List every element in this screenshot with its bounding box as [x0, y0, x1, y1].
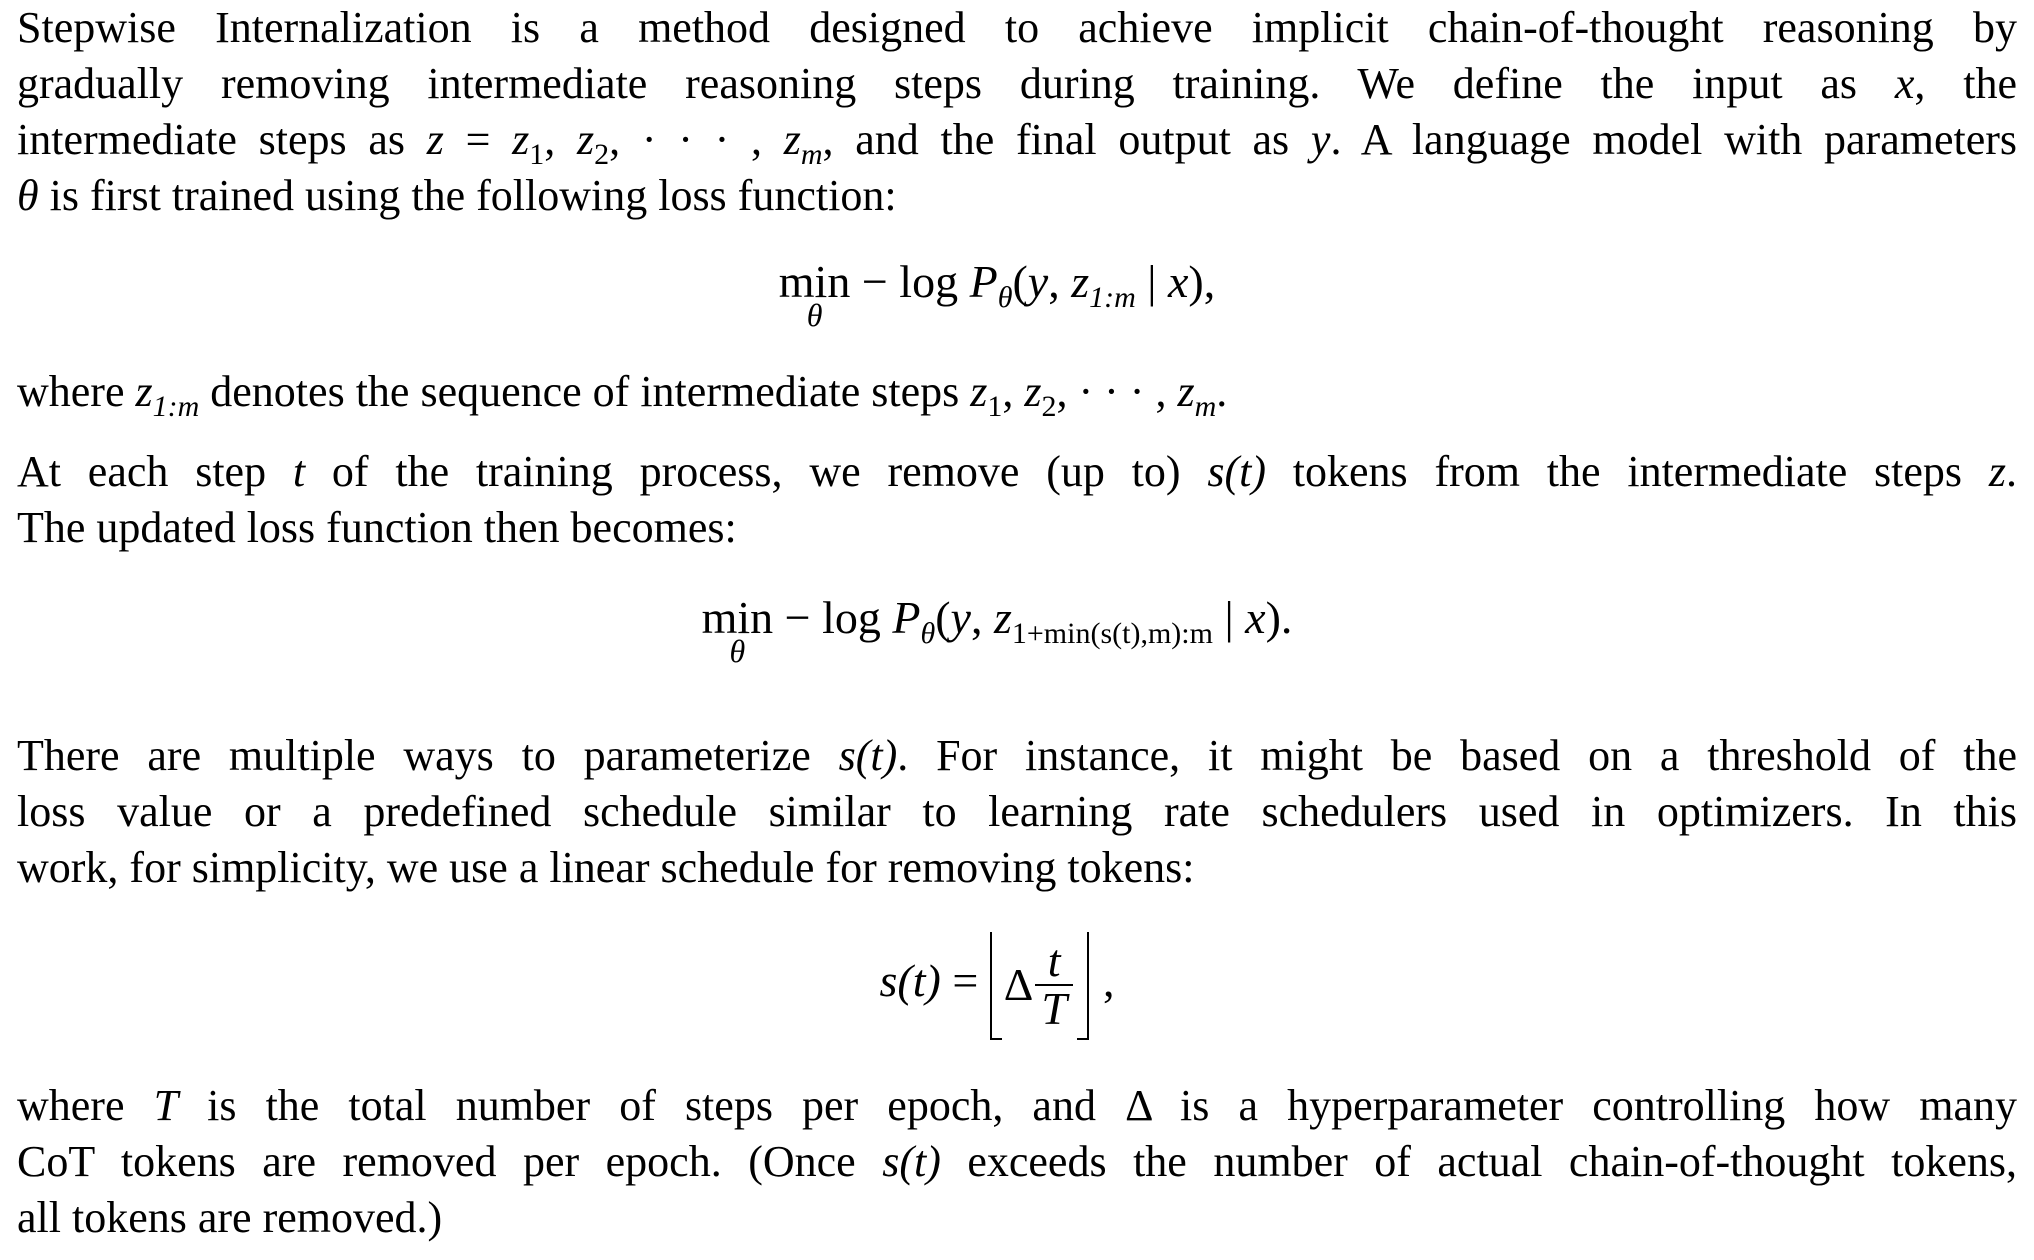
eq3-numerator: t: [1035, 938, 1073, 986]
step-line-1: [17, 444, 2017, 500]
paragraph-where-1: [17, 364, 2017, 423]
subscript-m: m: [1194, 390, 1217, 423]
param-line-3: work, for simplicity, we use a linear schedule for removing tokens:: [17, 843, 1195, 892]
eq3-denominator: T: [1041, 983, 1067, 1035]
var-delta: Δ: [1125, 1081, 1151, 1130]
floor-brackets: [990, 930, 1089, 1040]
param-line-2: loss value or a predefined schedule similar to learning rate schedulers used in optimizers. In this: [17, 787, 2017, 836]
where2-line-1-mid: is the total number of steps per epoch, and: [178, 1081, 1126, 1130]
step-line-1-end: .: [2005, 447, 2017, 496]
eq2-bar: |: [1212, 592, 1246, 643]
equals-sign: =: [443, 115, 513, 164]
equation-1: [17, 254, 2017, 333]
eq2-close: ).: [1265, 592, 1293, 643]
eq1-close: ),: [1188, 256, 1216, 307]
var-T: T: [153, 1081, 179, 1130]
eq1-open-paren: (: [1012, 256, 1028, 307]
eq3-delta: Δ: [1003, 959, 1034, 1011]
subscript-1: 1: [987, 390, 1003, 423]
where2-line-1-start: where: [17, 1081, 154, 1130]
where2-line-2-start: CoT tokens are removed per epoch. (Once: [17, 1137, 883, 1186]
eq3-equals: =: [940, 955, 990, 1006]
var-t: t: [292, 447, 306, 496]
intro-line-3-mid: , and the final output as: [822, 115, 1311, 164]
var-z1: z: [970, 367, 988, 416]
eq1-P-subscript: θ: [997, 281, 1013, 314]
eq3-paren-t: (t): [897, 955, 941, 1006]
where-line-text: denotes the sequence of intermediate steps: [199, 367, 971, 416]
eq2-open-paren: (: [935, 592, 951, 643]
eq1-y: y: [1027, 256, 1049, 307]
eq1-P: P: [969, 256, 998, 307]
eq1-min-subscript: θ: [806, 297, 823, 333]
paragraph-training-step: [17, 444, 2017, 556]
intro-line-3: intermediate steps as $z = z_1$, $z_2$, · · · , $z_m$, and the final output as y. A language model with parameters: [17, 115, 2018, 171]
var-s: s: [1207, 447, 1225, 496]
var-s: s: [838, 731, 856, 780]
var-z1: z: [512, 115, 530, 164]
subscript-2: 2: [1041, 390, 1057, 423]
eq1-x: x: [1167, 256, 1189, 307]
eq2-z-subscript: 1+min(s(t),m):m: [1011, 617, 1213, 650]
param-line-1-end: . For instance, it might be based on a threshold of the: [897, 731, 2017, 780]
eq1-comma: ,: [1048, 256, 1072, 307]
s-argument: (t): [899, 1137, 941, 1186]
eq1-bar: |: [1135, 256, 1168, 307]
where2-line-2: [17, 1134, 2017, 1190]
eq3-fraction: [1035, 935, 1073, 1035]
eq1-min-operator: min θ: [778, 256, 851, 333]
where2-line-3: all tokens are removed.): [17, 1193, 443, 1242]
where-line: where $z_{1:m}$ denotes the sequence of intermediate steps $z_1$, $z_2$, · · · , $z_m$.: [17, 367, 1228, 423]
ellipsis: · · ·: [1078, 367, 1156, 416]
paper-page: [17, 0, 2017, 1260]
var-z2: z: [1024, 367, 1042, 416]
where2-line-2-end: exceeds the number of actual chain-of-thought tokens,: [940, 1137, 2017, 1186]
intro-line-1: Stepwise Internalization is a method designed to achieve implicit chain-of-thought reasoning by: [17, 3, 2017, 52]
paragraph-parameterize: [17, 728, 2017, 896]
s-argument: (t): [855, 731, 898, 780]
eq2-neg-log: − log: [773, 592, 893, 643]
var-s: s: [882, 1137, 900, 1186]
var-zm: z: [783, 115, 801, 164]
eq2-comma: ,: [970, 592, 994, 643]
intro-line-2: [17, 56, 2017, 112]
intro-line-4: [17, 168, 2017, 224]
where2-line-1-end: is a hyperparameter controlling how many: [1150, 1081, 2017, 1130]
s-argument: (t): [1224, 447, 1266, 496]
eq1-z: z: [1071, 256, 1090, 307]
var-z2: z: [577, 115, 595, 164]
eq2-y: y: [950, 592, 971, 643]
intro-line-3-text: intermediate steps as: [17, 115, 427, 164]
param-line-1-start: There are multiple ways to parameterize: [17, 731, 839, 780]
subscript-1m: 1:m: [152, 390, 200, 423]
var-zm: z: [1177, 367, 1195, 416]
step-line-1-mid2: tokens from the intermediate steps: [1265, 447, 1989, 496]
intro-line-2-end: , the: [1914, 59, 2017, 108]
ellipsis: · · ·: [641, 115, 751, 164]
step-line-1-start: At each step: [17, 447, 293, 496]
where-line-end: .: [1216, 367, 1228, 416]
var-z: z: [1988, 447, 2006, 496]
eq2-P: P: [892, 592, 921, 643]
param-line-1: [17, 728, 2017, 784]
eq3-comma: ,: [1102, 955, 1115, 1006]
var-y: y: [1310, 115, 1331, 164]
equation-2: [17, 590, 2017, 669]
eq2-min-subscript: θ: [729, 633, 746, 669]
var-x: x: [1894, 59, 1915, 108]
where-line-start: where: [17, 367, 136, 416]
intro-line-3-end: . A language model with parameters: [1330, 115, 2018, 164]
var-z: z: [135, 367, 153, 416]
paragraph-intro: [17, 0, 2017, 224]
var-z: z: [426, 115, 444, 164]
eq2-x: x: [1245, 592, 1266, 643]
eq1-z-subscript: 1:m: [1089, 281, 1136, 314]
intro-line-4-text: is first trained using the following loss function:: [38, 171, 897, 220]
eq2-z: z: [993, 592, 1012, 643]
eq1-neg-log: − log: [850, 256, 970, 307]
eq3-s: s: [879, 955, 898, 1006]
eq2-min-operator: min θ: [701, 592, 774, 669]
var-theta: θ: [17, 171, 39, 220]
subscript-m: m: [800, 138, 823, 171]
equation-3: [17, 926, 2017, 1040]
paragraph-where-2: [17, 1078, 2017, 1246]
where2-line-1: [17, 1078, 2017, 1134]
subscript-2: 2: [594, 138, 610, 171]
step-line-1-mid: of the training process, we remove (up to): [305, 447, 1208, 496]
intro-line-2-text: gradually removing intermediate reasoning steps during training. We define the input as: [17, 59, 1895, 108]
step-line-2: The updated loss function then becomes:: [17, 503, 737, 552]
eq2-P-subscript: θ: [920, 617, 936, 650]
subscript-1: 1: [529, 138, 545, 171]
